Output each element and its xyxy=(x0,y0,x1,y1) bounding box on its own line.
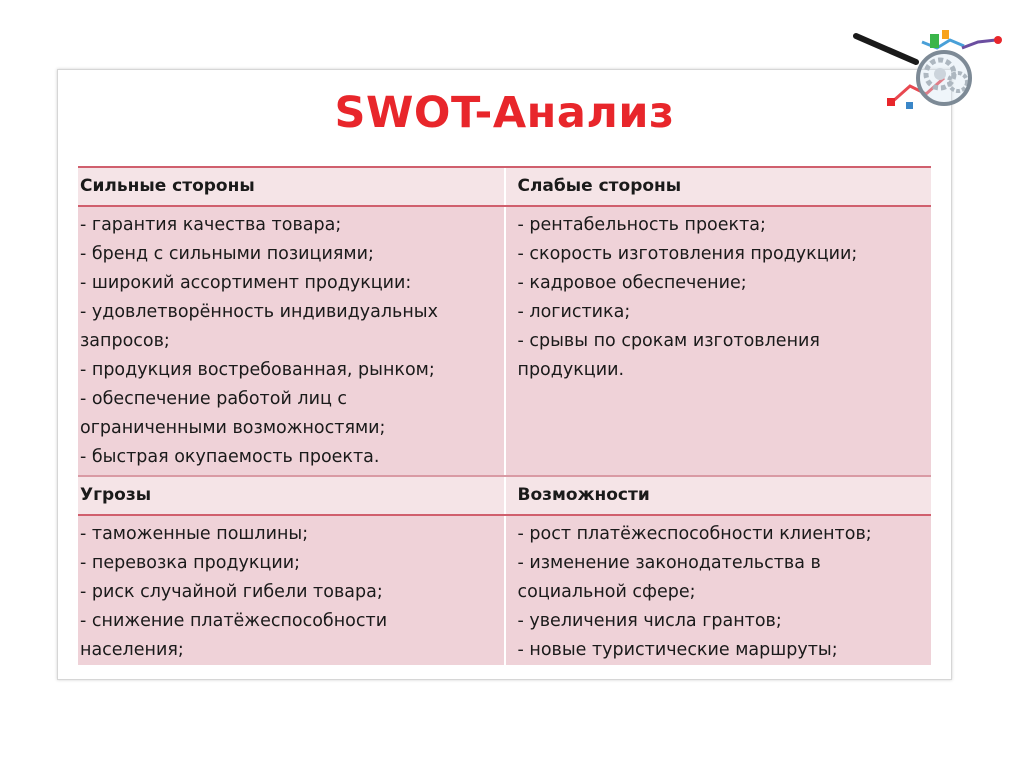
opportunities-line: - новые туристические маршруты; xyxy=(517,640,838,660)
body-row-top xyxy=(78,206,931,476)
strengths-line: - продукция востребованная, рынком; xyxy=(80,360,435,380)
body-row-bottom xyxy=(78,515,931,665)
magnifier-chart-icon xyxy=(852,28,1002,118)
threats-line: - таможенные пошлины; xyxy=(80,524,309,544)
threats-line: - снижение платёжеспособности xyxy=(80,611,388,631)
strengths-line: ограниченными возможностями; xyxy=(80,418,386,438)
strengths-line: - широкий ассортимент продукции: xyxy=(80,273,412,293)
threats-line: - риск случайной гибели товара; xyxy=(80,582,383,602)
header-row-top xyxy=(78,167,931,206)
weaknesses-line: продукции. xyxy=(517,360,625,380)
swot-table xyxy=(78,166,931,665)
strengths-line: - удовлетворённость индивидуальных xyxy=(80,302,438,322)
weaknesses-line: - рентабельность проекта; xyxy=(517,215,766,235)
weaknesses-header: Слабые стороны xyxy=(505,167,932,206)
threats-cell xyxy=(78,515,505,665)
strengths-cell xyxy=(78,206,505,476)
strengths-line: запросов; xyxy=(80,331,170,351)
weaknesses-cell xyxy=(505,206,932,476)
weaknesses-line: - логистика; xyxy=(517,302,631,322)
opportunities-line: - рост платёжеспособности клиентов; xyxy=(517,524,872,544)
slide-title: SWOT-Анализ xyxy=(334,88,675,138)
magnifier-icon xyxy=(856,36,970,104)
strengths-line: - быстрая окупаемость проекта. xyxy=(80,447,380,467)
weaknesses-line: - срывы по срокам изготовления xyxy=(517,331,820,351)
strengths-line: - обеспечение работой лиц с xyxy=(80,389,348,409)
opportunities-line: социальной сфере; xyxy=(517,582,696,602)
strengths-line: - гарантия качества товара; xyxy=(80,215,342,235)
opportunities-line: - изменение законодательства в xyxy=(517,553,821,573)
strengths-line: - бренд с сильными позициями; xyxy=(80,244,374,264)
strengths-header: Сильные стороны xyxy=(78,167,505,206)
opportunities-header: Возможности xyxy=(505,476,932,515)
weaknesses-line: - кадровое обеспечение; xyxy=(517,273,747,293)
threats-line: - перевозка продукции; xyxy=(80,553,300,573)
opportunities-cell xyxy=(505,515,932,665)
opportunities-line: - увеличения числа грантов; xyxy=(517,611,782,631)
slide xyxy=(57,69,952,680)
threats-header: Угрозы xyxy=(78,476,505,515)
threats-line: населения; xyxy=(80,640,184,660)
header-row-bottom xyxy=(78,476,931,515)
weaknesses-line: - скорость изготовления продукции; xyxy=(517,244,858,264)
